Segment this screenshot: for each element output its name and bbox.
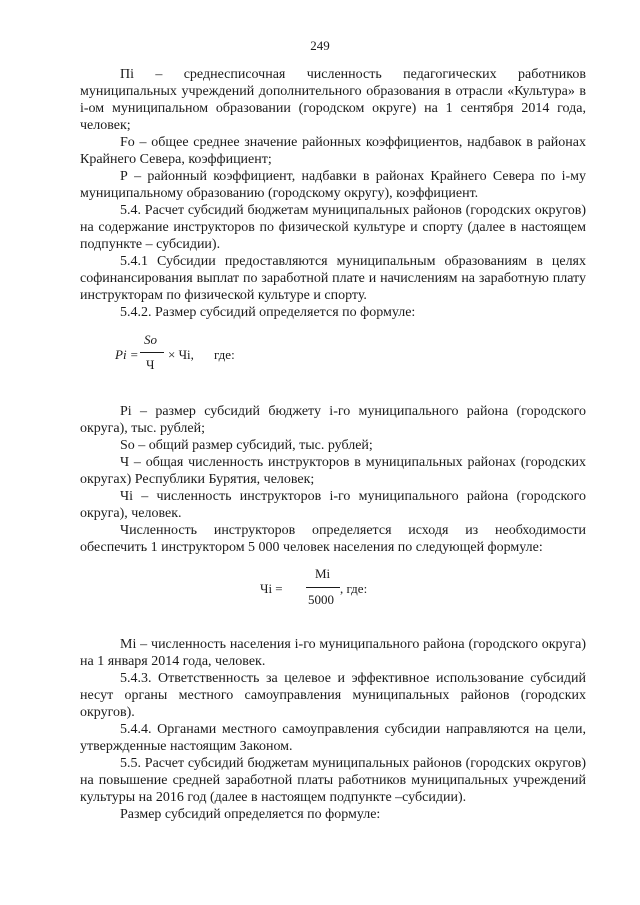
formula-denominator: Ч xyxy=(146,357,155,372)
paragraph: 5.4.4. Органами местного самоуправления субсидии направляются на цели, утвержденные настоящим Законом. xyxy=(80,722,586,754)
paragraph: 5.4.2. Размер субсидий определяется по формуле: xyxy=(120,305,416,320)
paragraph: 5.4. Расчет субсидий бюджетам муниципальных районов (городских округов) на содержание инструкторов по физической культуре и спорту (далее в настоящем подпункте – субсидии). xyxy=(80,203,586,252)
paragraph: So – общий размер субсидий, тыс. рублей; xyxy=(120,438,373,453)
formula-numerator: So xyxy=(144,332,157,347)
paragraph: 5.4.3. Ответственность за целевое и эффективное использование субсидий несут органы местного самоуправления муниципальных районов (городских округов). xyxy=(80,671,586,720)
fraction-bar xyxy=(140,352,164,353)
paragraph: Mi – численность населения i-го муниципального района (городского округа) на 1 января 2014 года, человек. xyxy=(80,637,586,669)
paragraph: Pi – размер субсидий бюджету i-го муниципального района (городского округа), тыс. рублей; xyxy=(80,404,586,436)
formula-subsidy xyxy=(80,332,586,378)
page-number: 249 xyxy=(310,38,330,53)
paragraph: Размер субсидий определяется по формуле: xyxy=(120,807,381,822)
formula-lhs: Чi = xyxy=(260,581,283,596)
fraction-bar xyxy=(306,587,340,588)
paragraph: Ч – общая численность инструкторов в муниципальных районах (городских округах) Республики Бурятия, человек; xyxy=(80,455,586,487)
formula-numerator: Mi xyxy=(315,566,331,581)
formula-instructors xyxy=(80,564,586,616)
formula-where: где: xyxy=(214,347,235,362)
paragraph: Fо – общее среднее значение районных коэффициентов, надбавок в районах Крайнего Севера, коэффициент; xyxy=(80,135,586,167)
document-body xyxy=(80,66,586,823)
formula-lhs: Pi = xyxy=(115,347,139,362)
paragraph: Пi – среднесписочная численность педагогических работников муниципальных учреждений дополнительного образования в отрасли «Культура» в i-ом муниципальном образовании (городском округе) на 1 сентября 2014 года, человек; xyxy=(80,67,586,133)
formula-where: , где: xyxy=(340,581,368,596)
paragraph: 5.5. Расчет субсидий бюджетам муниципальных районов (городских округов) на повышение средней заработной платы работников муниципальных учреждений культуры на 2016 год (далее в настоящем подпункте –субсидии). xyxy=(80,756,586,805)
paragraph: Численность инструкторов определяется исходя из необходимости обеспечить 1 инструктором 5 000 человек населения по следующей формуле: xyxy=(80,523,586,555)
paragraph: Чi – численность инструкторов i-го муниципального района (городского округа), человек. xyxy=(80,489,586,521)
formula-rhs: × Чi, xyxy=(168,347,194,362)
paragraph: Р – районный коэффициент, надбавки в районах Крайнего Севера по i-му муниципальному образованию (городскому округу), коэффициент. xyxy=(80,169,586,201)
formula-denominator: 5000 xyxy=(308,592,334,607)
paragraph: 5.4.1 Субсидии предоставляются муниципальным образованиям в целях софинансирования выплат по заработной плате и начислениям на заработную плату инструкторам по физической культуре и спорту. xyxy=(80,254,586,303)
